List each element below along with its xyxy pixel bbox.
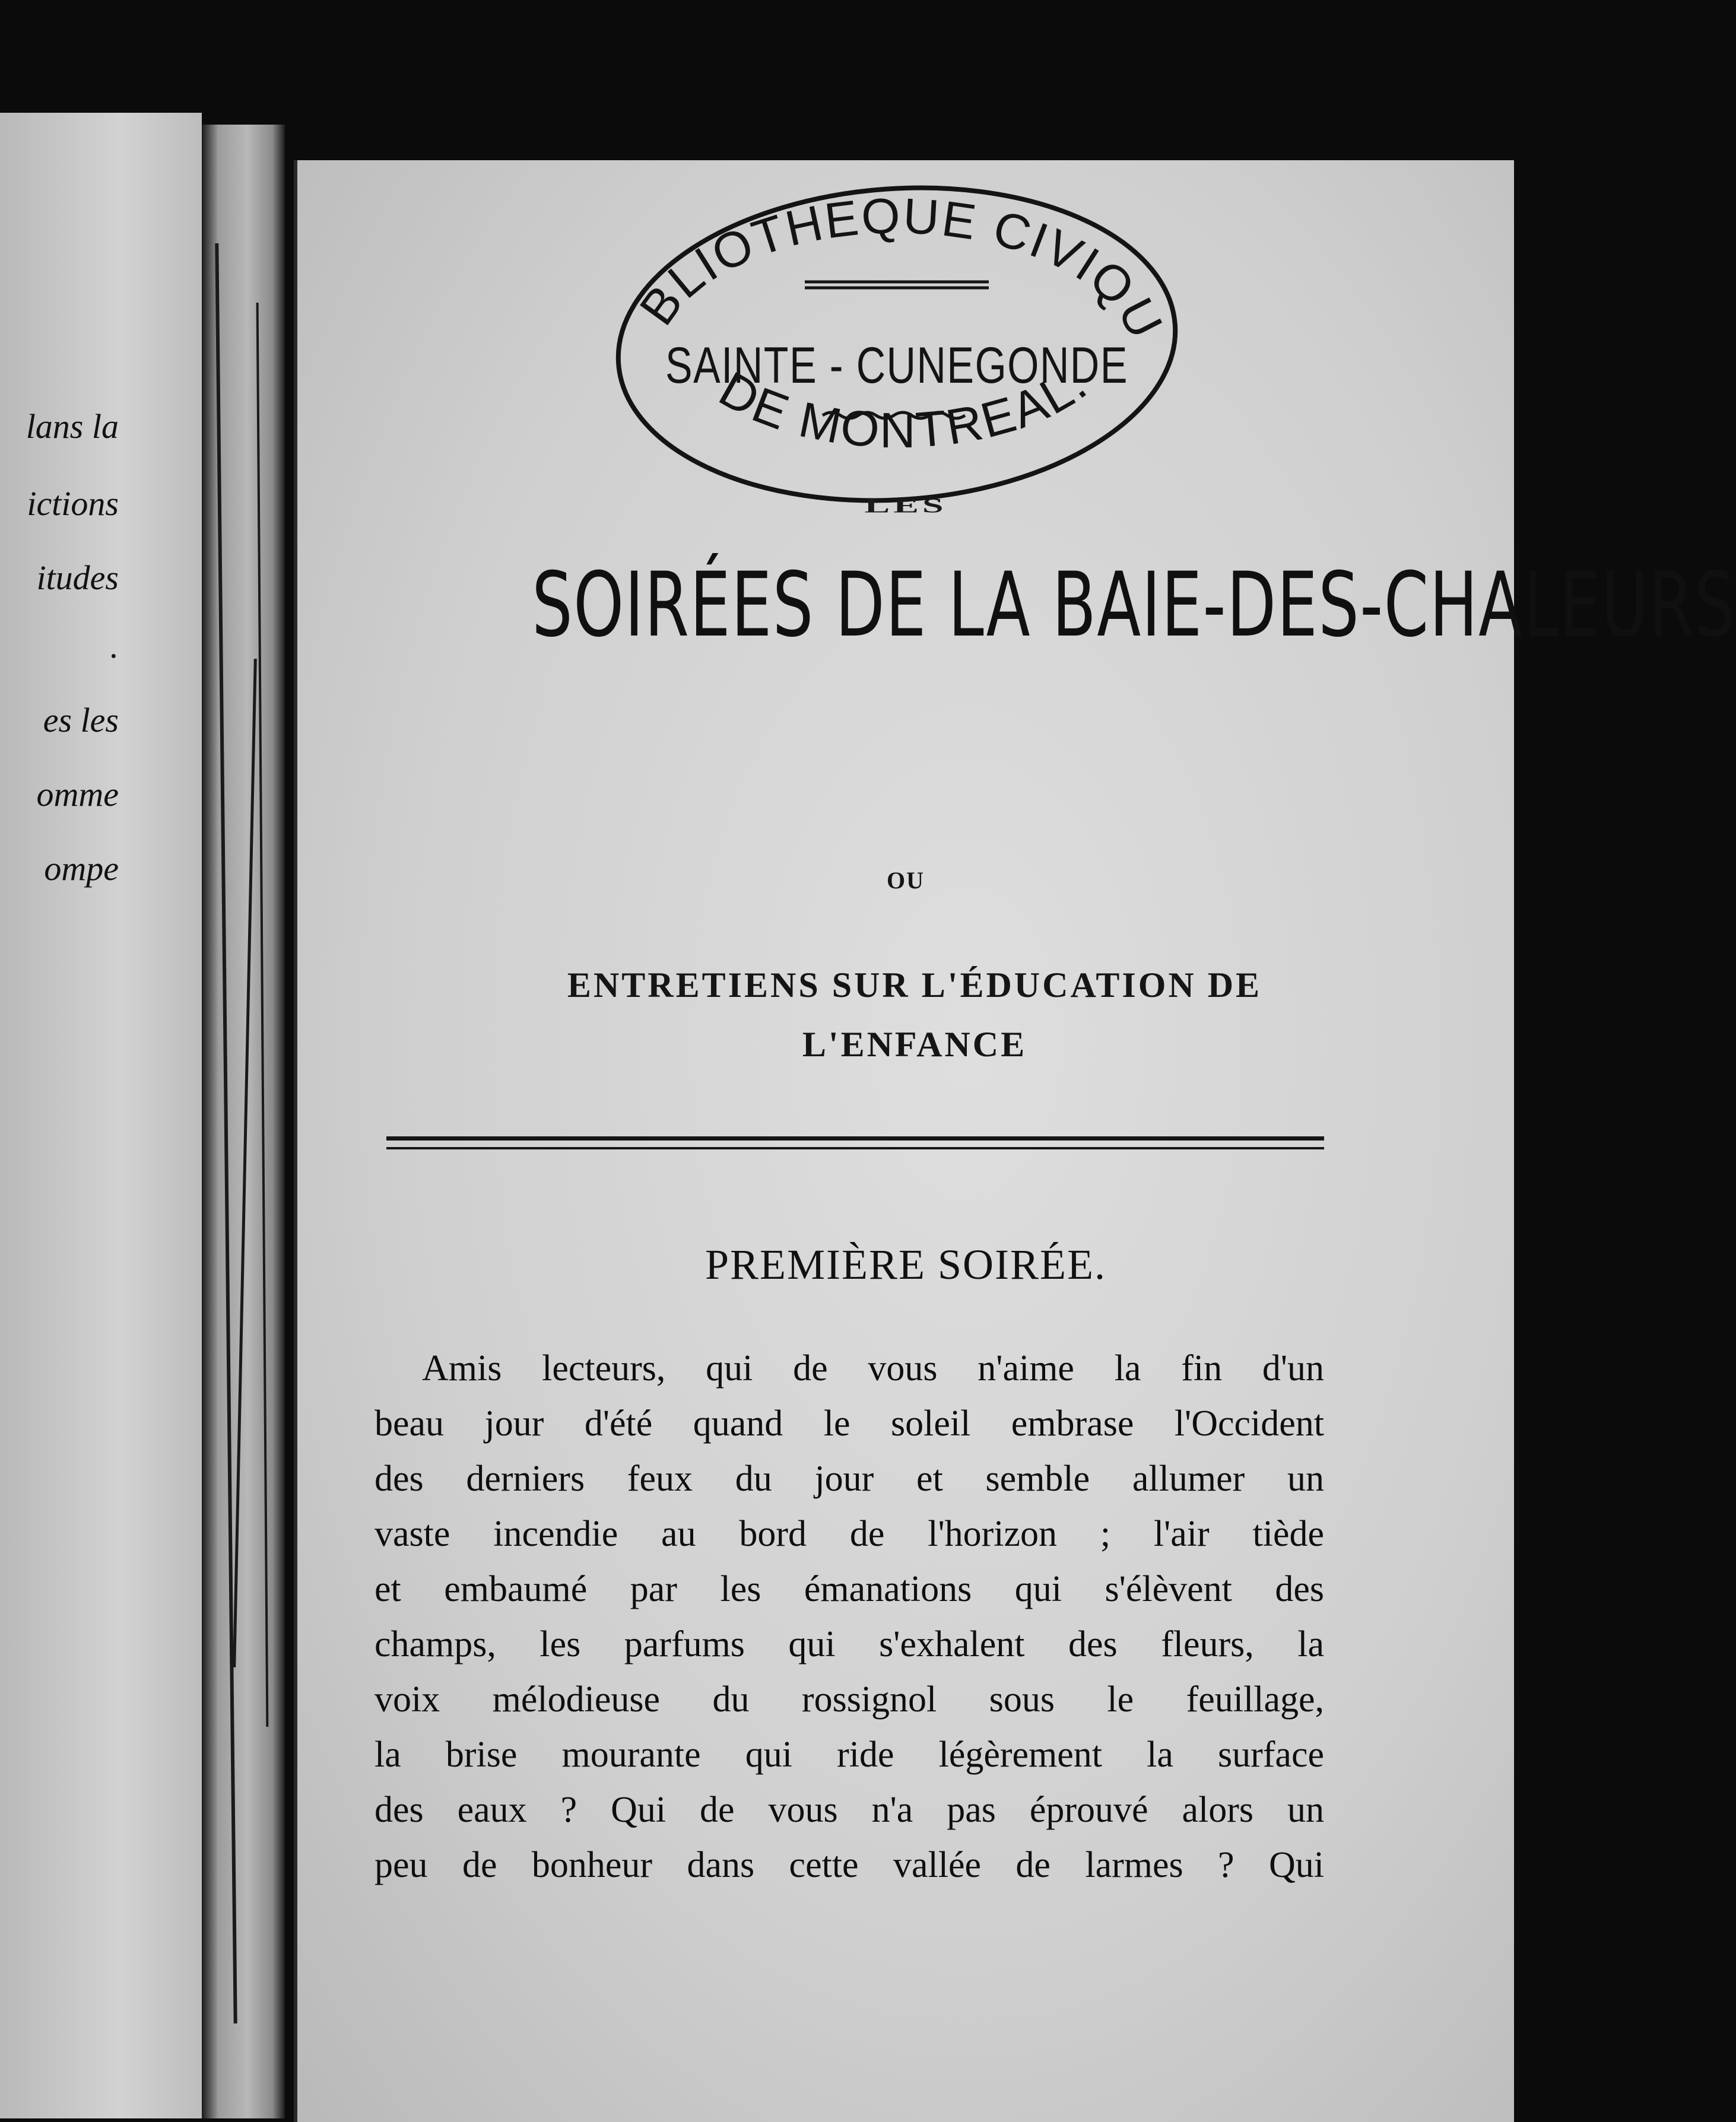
double-rule-top bbox=[386, 1136, 1324, 1141]
previous-page-line: ictions bbox=[27, 484, 119, 523]
page-subtitle bbox=[416, 955, 1413, 1074]
body-paragraph bbox=[375, 1341, 1324, 1893]
paper-crack bbox=[233, 659, 257, 1667]
text-line: beau jour d'été quand le soleil embrase l'Occident bbox=[375, 1403, 1324, 1444]
text-line: champs, les parfums qui s'exhalent des fleurs, la bbox=[375, 1624, 1324, 1664]
stamp-middle-text: SAINTE - CUNEGONDE bbox=[665, 337, 1128, 394]
double-rule-bottom bbox=[386, 1147, 1324, 1149]
previous-page-line: ompe bbox=[44, 849, 119, 888]
title-conjunction: OU bbox=[887, 867, 925, 894]
stamp-seal-graphic bbox=[609, 178, 1185, 510]
page-title: SOIRÉES DE LA BAIE-DES-CHALEURS bbox=[532, 554, 1736, 657]
text-line: vaste incendie au bord de l'horizon ; l'air tiède bbox=[375, 1514, 1324, 1554]
svg-text:BIBLIOTHEQUE CIVIQUE bbox=[609, 178, 1175, 348]
previous-page-line: . bbox=[110, 627, 119, 665]
book-spine-gutter bbox=[202, 125, 285, 2118]
text-line: peu de bonheur dans cette vallée de larmes ? Qui bbox=[375, 1845, 1324, 1885]
text-line: et embaumé par les émanations qui s'élèvent des bbox=[375, 1569, 1324, 1609]
text-line: voix mélodieuse du rossignol sous le feuillage, bbox=[375, 1679, 1324, 1720]
title-les: LES bbox=[864, 494, 947, 517]
previous-page-line: lans la bbox=[26, 407, 119, 446]
previous-page-fragment bbox=[0, 113, 202, 2118]
library-stamp bbox=[609, 178, 1185, 510]
section-heading: PREMIÈRE SOIRÉE. bbox=[704, 1241, 1107, 1288]
subtitle-line: L'ENFANCE bbox=[802, 1025, 1027, 1064]
paper-crack bbox=[256, 303, 269, 1727]
subtitle-line: ENTRETIENS SUR L'ÉDUCATION DE bbox=[567, 965, 1262, 1005]
previous-page-line: omme bbox=[36, 775, 119, 814]
text-line: Amis lecteurs, qui de vous n'aime la fin d'un bbox=[422, 1348, 1324, 1389]
previous-page-line: itudes bbox=[36, 558, 119, 597]
text-line: des eaux ? Qui de vous n'a pas éprouvé alors un bbox=[375, 1790, 1324, 1830]
book-page bbox=[294, 160, 1736, 2122]
text-line: la brise mourante qui ride légèrement la surface bbox=[375, 1735, 1324, 1775]
stamp-top-text: BLIOTHEQUE CIVIQU bbox=[629, 188, 1175, 348]
stamp-bottom-text: DE MONTREAL. bbox=[710, 355, 1098, 458]
paper-crack bbox=[215, 243, 237, 2023]
previous-page-line: es les bbox=[43, 701, 119, 739]
text-line: des derniers feux du jour et semble allumer un bbox=[375, 1459, 1324, 1499]
